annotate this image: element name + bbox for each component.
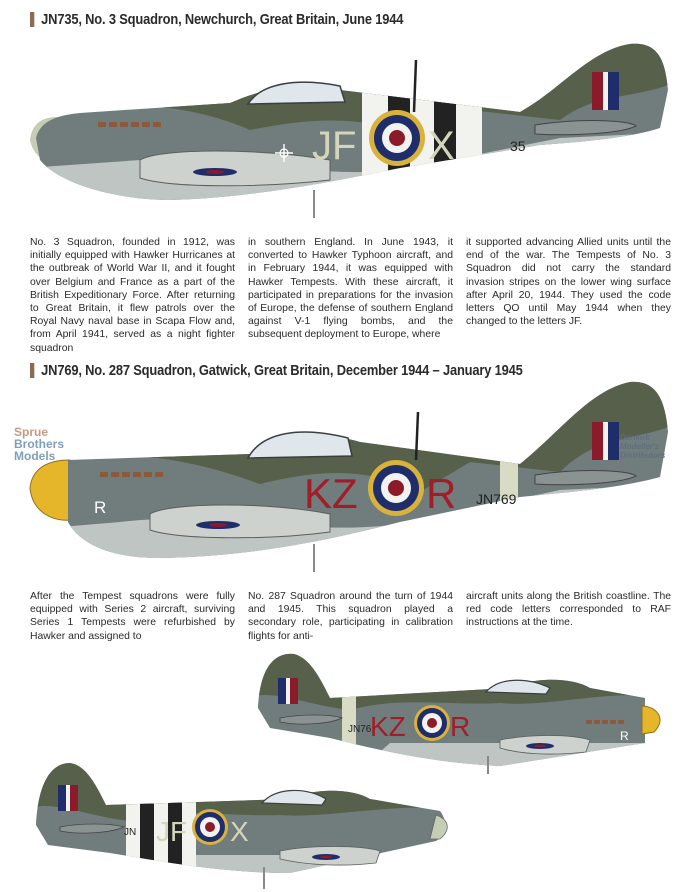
section2-title: JN769, No. 287 Squadron, Gatwick, Great Britain, December 1944 – January 1945 (41, 362, 523, 379)
tail-number: 35 (510, 138, 526, 154)
serial-partial: JN76 (348, 724, 372, 735)
side-letter: R (94, 498, 107, 517)
section2-col1: After the Tempest squadrons were fully equipped with Series 2 aircraft, surviving Series 1 Tempests were refurbished by Hawker and assigned to (30, 591, 235, 642)
code-jf-small: JF (156, 816, 188, 847)
code-kz: KZ (304, 470, 358, 517)
aircraft-profile-jn769 (0, 372, 698, 582)
section2-col3: aircraft units along the British coastline. The red code letters corresponded to RAF instructions at the time. (466, 591, 671, 629)
watermark-distributor: Dunkirk Modeller's Distributors (620, 433, 666, 460)
aircraft-profile-jn735 (0, 20, 698, 230)
code-kz-small: KZ (370, 711, 406, 742)
code-r-small: R (450, 711, 471, 742)
aircraft-profile-jn735-starboard (30, 755, 460, 892)
section1-col1: No. 3 Squadron, founded in 1912, was initially equipped with Hawker Hurricanes at the outbreak of World War II, and it fought over Belgium and France as a part of the British Expeditionary Force. After returning to Great Britain, it flew patrols over the Royal Navy naval base in Scapa Flow and, from April 1941, served as a night fighter squadron (30, 237, 235, 354)
code-r: R (426, 470, 457, 517)
section1-col3: it supported advancing Allied units until the end of the war. The Tempests of No. 3 Squadron did not carry the standard invasion stripes on the lower wing surface after April 20, 1944. They used the code letters QO until May 1944 when they changed to the letters JF. (466, 237, 671, 328)
section1-col2: in southern England. In June 1943, it converted to Hawker Typhoon aircraft, and in February 1944, it was equipped with Hawker Tempests. With these aircraft, it participated in preparations for the invasion of Europe, the defense of southern England against V-1 flying bombs, and the subsequent deployment to Europe, where (248, 237, 453, 341)
section1-title: JN735, No. 3 Squadron, Newchurch, Great Britain, June 1944 (41, 11, 404, 28)
side-letter-small: R (620, 729, 629, 743)
serial-partial-2: JN (124, 827, 137, 838)
serial-jn769: JN769 (476, 491, 517, 507)
section2-col2: No. 287 Squadron around the turn of 1944 and 1945. This squadron played a secondary role, participating in calibration flights for anti- (248, 591, 453, 642)
code-jf: JF (312, 124, 357, 168)
code-x-small: X (230, 816, 249, 847)
code-x: X (428, 124, 455, 168)
watermark-sprue-brothers: Sprue Brothers Models (14, 425, 65, 463)
